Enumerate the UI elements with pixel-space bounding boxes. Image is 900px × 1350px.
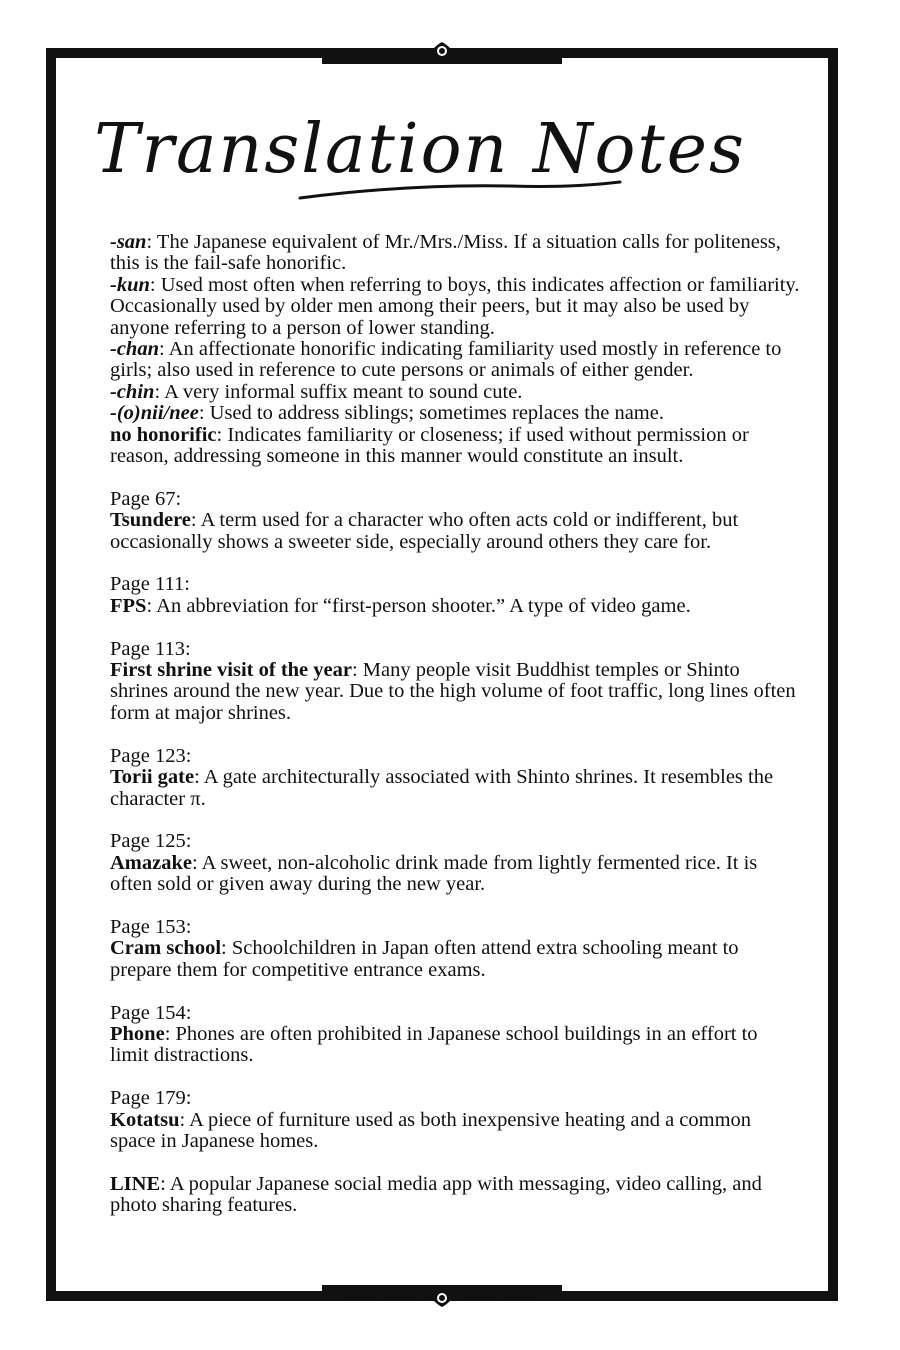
note-definition: : A term used for a character who often acts cold or indifferent, but occasionally shows a sweeter side, especially around others they care for. [110, 509, 739, 553]
note-definition: : Indicates familiarity or closeness; if used without permission or reason, addressing someone in this manner would constitute an insult. [110, 423, 749, 468]
ornament-bottom [322, 1285, 562, 1307]
note-entry [110, 1174, 800, 1217]
note-entry [110, 425, 800, 468]
page-reference: Page 154: [110, 1001, 192, 1024]
note-term: FPS [110, 594, 147, 617]
page-reference: Page 113: [110, 637, 191, 660]
note-definition: : Phones are often prohibited in Japanese school buildings in an effort to limit distractions. [110, 1022, 758, 1067]
note-entry [110, 938, 800, 981]
note-entry [110, 232, 800, 275]
note-definition: : A sweet, non-alcoholic drink made from lightly fermented rice. It is often sold or given away during the new year. [110, 851, 758, 896]
note-entry [110, 1024, 800, 1067]
note-term: -chan [110, 338, 159, 361]
page-reference: Page 179: [110, 1087, 192, 1110]
note-entry [110, 853, 800, 896]
ornament-top [322, 42, 562, 64]
note-entry [110, 339, 800, 382]
page-reference: Page 123: [110, 744, 192, 767]
note-definition: : Used to address siblings; sometimes replaces the name. [198, 402, 664, 425]
note-term: Tsundere [110, 509, 191, 532]
page-reference: Page 153: [110, 915, 192, 938]
note-definition: : A very informal suffix meant to sound cute. [154, 380, 523, 403]
honorifics-list [110, 232, 800, 467]
note-entry [110, 510, 800, 553]
page-title [94, 72, 746, 222]
page-reference: Page 111: [110, 573, 190, 596]
note-definition: : Schoolchildren in Japan often attend extra schooling meant to prepare them for competitive entrance exams. [110, 937, 739, 981]
note-term: Kotatsu [110, 1108, 180, 1131]
note-entry [110, 660, 800, 724]
note-term: -kun [110, 273, 150, 296]
note-term: no honorific [110, 423, 217, 446]
note-term: Torii gate [110, 766, 195, 789]
note-entry [110, 275, 800, 339]
title-text: Translation Notes [94, 110, 746, 189]
note-definition: : A popular Japanese social media app with messaging, video calling, and photo sharing features. [110, 1172, 762, 1217]
note-term: Cram school [110, 937, 222, 960]
note-definition: : Many people visit Buddhist temples or Shinto shrines around the new year. Due to the high volume of foot traffic, long lines often form at major shrines. [110, 659, 796, 724]
note-definition: : A gate architecturally associated with Shinto shrines. It resembles the character π. [110, 766, 774, 810]
note-definition: : Used most often when referring to boys, this indicates affection or familiarity. Occasionally used by older men among their peers, but it may also be used by anyone referring to a person of lower standing. [110, 273, 800, 339]
note-entry [110, 767, 800, 810]
page-reference: Page 67: [110, 487, 182, 510]
note-definition: : A piece of furniture used as both inexpensive heating and a common space in Japanese homes. [110, 1108, 752, 1152]
note-term: First shrine visit of the year [110, 659, 352, 682]
note-term: -chin [110, 380, 155, 403]
notes-content [110, 232, 800, 1217]
note-entry [110, 403, 800, 424]
note-term: LINE [110, 1172, 161, 1195]
note-term: Phone [110, 1022, 165, 1045]
note-term: -san [110, 231, 147, 253]
note-definition: : An abbreviation for “first-person shooter.” A type of video game. [146, 594, 691, 617]
note-entry [110, 596, 800, 617]
page-reference: Page 125: [110, 830, 192, 853]
note-entry [110, 382, 800, 403]
note-definition: : The Japanese equivalent of Mr./Mrs./Miss. If a situation calls for politeness, this is the fail-safe honorific. [110, 231, 781, 275]
note-entry [110, 1110, 800, 1153]
note-term: -(o)nii/nee [110, 402, 199, 425]
note-term: Amazake [110, 851, 192, 874]
note-definition: : An affectionate honorific indicating familiarity used mostly in reference to girls; also used in reference to cute persons or animals of either gender. [110, 338, 782, 382]
